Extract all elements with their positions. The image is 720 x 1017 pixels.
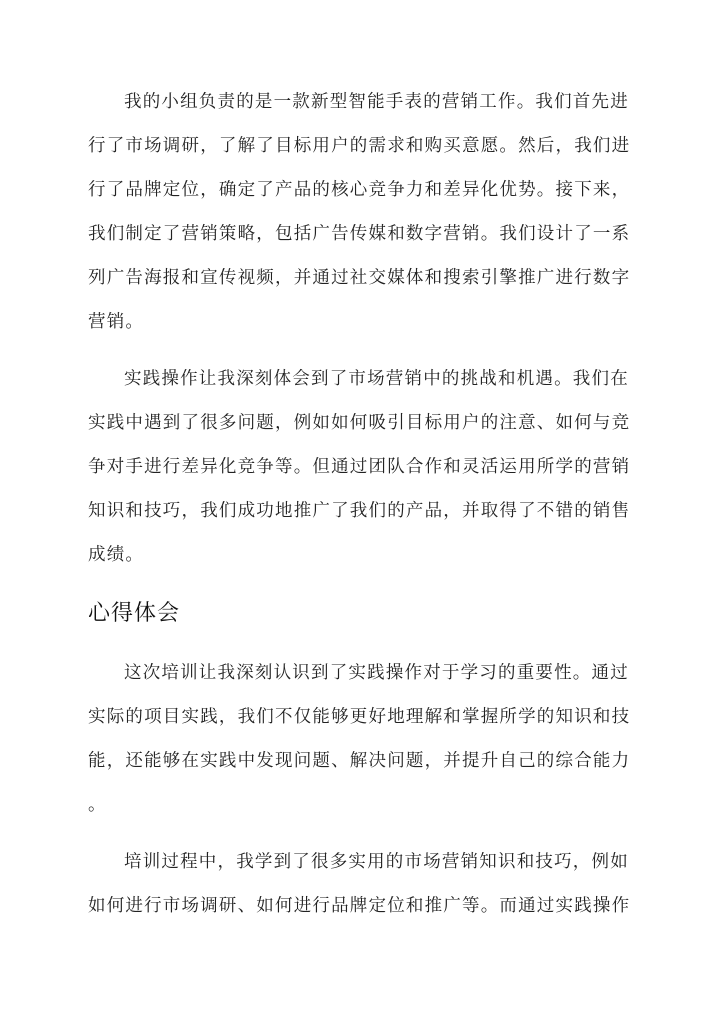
document-page (88, 80, 632, 928)
text-line: 。 (88, 795, 107, 815)
text-line: 争对手进行差异化竞争等。但通过团队合作和灵活运用所学的营销 (88, 457, 631, 477)
text-line: 我的小组负责的是一款新型智能手表的营销工作。我们首先进 (124, 92, 629, 112)
text-line: 成绩。 (88, 545, 145, 565)
text-line: 我们制定了营销策略，包括广告传媒和数字营销。我们设计了一系 (88, 224, 631, 244)
text-line: 列广告海报和宣传视频，并通过社交媒体和搜索引擎推广进行数字 (88, 268, 631, 288)
text-line: 实践操作让我深刻体会到了市场营销中的挑战和机遇。我们在 (124, 369, 629, 389)
paragraph (88, 80, 632, 344)
text-line: 行了品牌定位，确定了产品的核心竞争力和差异化优势。接下来， (88, 180, 631, 200)
text-line: 能，还能够在实践中发现问题、解决问题，并提升自己的综合能力 (88, 751, 631, 771)
text-line: 如何进行市场调研、如何进行品牌定位和推广等。而通过实践操作 (88, 896, 631, 916)
text-line: 实践中遇到了很多问题，例如如何吸引目标用户的注意、如何与竞 (88, 413, 631, 433)
text-line: 培训过程中，我学到了很多实用的市场营销知识和技巧，例如 (124, 852, 629, 872)
paragraph-gap (88, 827, 632, 840)
paragraph-gap (88, 577, 632, 590)
section-heading: 心得体会 (88, 601, 181, 626)
paragraph (88, 840, 632, 928)
text-line: 营销。 (88, 312, 145, 332)
text-line: 知识和技巧，我们成功地推广了我们的产品，并取得了不错的销售 (88, 501, 631, 521)
text-line: 行了市场调研，了解了目标用户的需求和购买意愿。然后，我们进 (88, 136, 631, 156)
paragraph (88, 357, 632, 577)
paragraph (88, 651, 632, 827)
text-line: 这次培训让我深刻认识到了实践操作对于学习的重要性。通过 (124, 663, 629, 683)
paragraph-gap (88, 344, 632, 357)
text-line: 实际的项目实践，我们不仅能够更好地理解和掌握所学的知识和技 (88, 707, 631, 727)
